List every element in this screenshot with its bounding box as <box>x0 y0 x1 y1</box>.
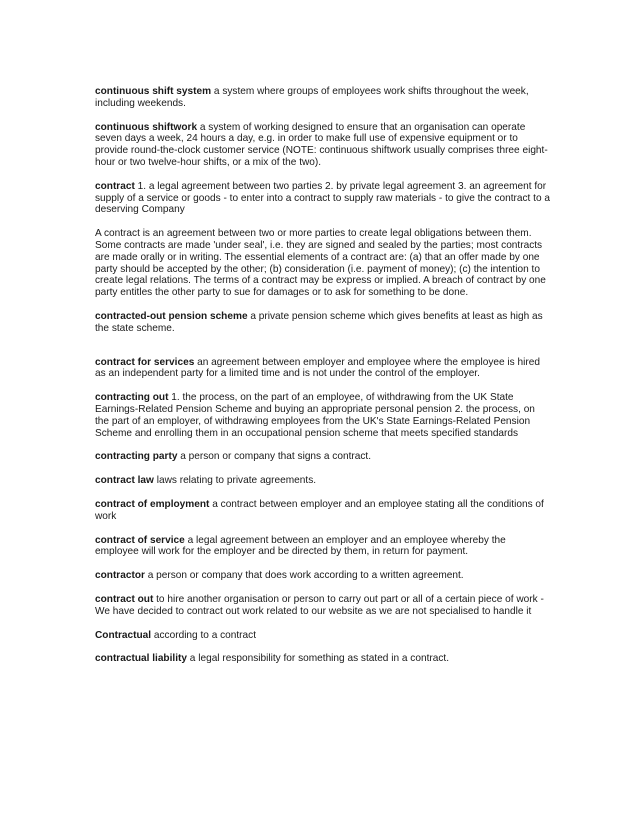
entry-term: contract of employment <box>95 498 210 510</box>
entry-term: contracting party <box>95 451 178 463</box>
entry-term: contractual liability <box>95 653 187 665</box>
glossary-entry <box>95 451 550 463</box>
entry-term: continuous shiftwork <box>95 121 198 133</box>
entry-term: contract of service <box>95 534 185 546</box>
glossary-entry <box>95 181 550 216</box>
glossary-entry-paragraph <box>95 228 550 299</box>
glossary-entry <box>95 570 550 582</box>
entry-definition: laws relating to private agreements. <box>153 475 317 487</box>
glossary-entry <box>95 357 550 381</box>
glossary-entries <box>95 86 550 677</box>
entry-definition: a legal responsibility for something as stated in a contract. <box>187 653 450 665</box>
glossary-entry <box>95 475 550 487</box>
glossary-entry <box>95 122 550 169</box>
glossary-entry <box>95 594 550 618</box>
entry-definition: to hire another organisation or person to carry out part or all of a certain piece of work - We have decided to contract out work related to our website as we are not specialised to handle it <box>95 593 544 617</box>
entry-definition: a system where groups of employees work shifts throughout the week, including weekends. <box>95 86 529 109</box>
entry-definition: A contract is an agreement between two or more parties to create legal obligations between them. Some contracts are made 'under seal', i.e. they are signed and sealed by the parties; most contracts are made orally or in writing. The essential elements of a contract are: (a) that an offer made by one party should be accepted by the other; (b) consideration (i.e. payment of money); (c) the intention to create legal relations. The terms of a contract may be express or implied. A breach of contract by one party entitles the other party to sue for damages or to ask for something to be done. <box>95 228 546 299</box>
entry-term: contracted-out pension scheme <box>95 310 248 322</box>
entry-term: contract out <box>95 593 154 605</box>
entry-term: contract law <box>95 475 154 487</box>
glossary-entry <box>95 653 550 665</box>
entry-definition: a legal agreement between an employer and an employee whereby the employee will work for the employer and be directed by them, in return for payment. <box>95 534 506 558</box>
entry-term: contract <box>95 180 135 192</box>
entry-definition: a private pension scheme which gives benefits at least as high as the state scheme. <box>95 310 543 334</box>
glossary-entry <box>95 311 550 335</box>
entry-definition: a person or company that does work according to a written agreement. <box>144 570 464 582</box>
entry-definition: a contract between employer and an employee stating all the conditions of work <box>95 498 544 522</box>
entry-definition: according to a contract <box>151 629 257 641</box>
entry-definition: 1. the process, on the part of an employee, of withdrawing from the UK State Earnings-Related Pension Scheme and buying an appropriate personal pension 2. the process, on the part of an employer, of withdrawing employees from the UK's State Earnings-Related Pension Scheme and enrolling them in an occupational pension scheme that meets specified standards <box>95 392 535 439</box>
entry-definition: a person or company that signs a contract. <box>177 451 372 463</box>
glossary-entry <box>95 499 550 523</box>
entry-term: contractor <box>95 570 145 582</box>
entry-term: continuous shift system <box>95 86 212 97</box>
entry-definition: a system of working designed to ensure that an organisation can operate seven days a week, 24 hours a day, e.g. in order to make full use of expensive equipment or to provide round-the-clock customer service (NOTE: continuous shiftwork usually comprises three eight-hour or two twelve-hour shifts, or a mix of the two). <box>95 121 548 168</box>
glossary-entry <box>95 392 550 439</box>
entry-definition: an agreement between employer and employee where the employee is hired as an independent party for a limited time and is not under the control of the employer. <box>95 356 540 380</box>
entry-term: contracting out <box>95 392 169 404</box>
entry-term: Contractual <box>95 629 152 641</box>
entry-term: contract for services <box>95 356 195 368</box>
entry-definition: 1. a legal agreement between two parties 2. by private legal agreement 3. an agreement for supply of a service or goods - to enter into a contract to supply raw materials - to give the contract to a deserving Company <box>95 180 551 216</box>
glossary-entry <box>95 535 550 559</box>
glossary-entry <box>95 86 550 110</box>
glossary-entry <box>95 630 550 642</box>
